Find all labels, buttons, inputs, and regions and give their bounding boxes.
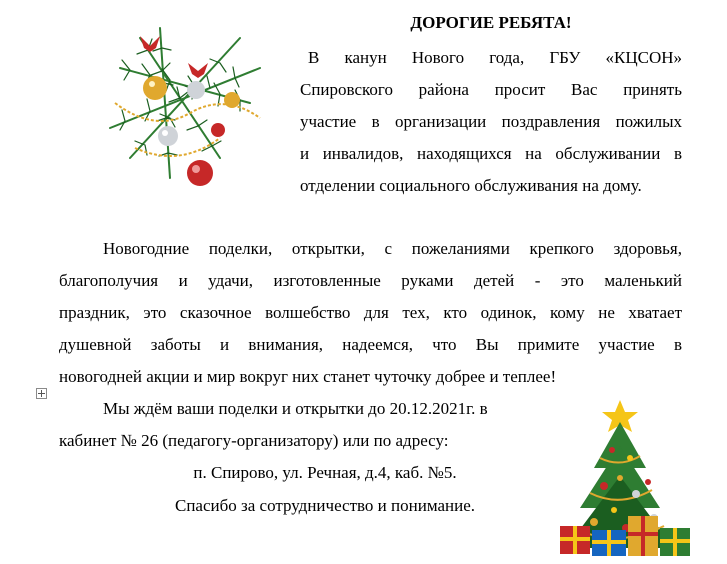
office-line: кабинет № 26 (педагогу-организатору) или по адресу: [59, 431, 449, 450]
body-line: праздник, это сказочное волшебство для тех, кто одинок, кому не хватает [59, 303, 682, 322]
intro-line: участие в организации поздравления пожилых [300, 112, 682, 131]
christmas-tree-with-gifts-icon [556, 398, 694, 560]
body-line: душевной заботы и внимания, надеемся, что Вы примите участие в [59, 335, 682, 354]
address-line: п. Спирово, ул. Речная, д.4, каб. №5. [193, 463, 457, 482]
body-line: новогодней акции и мир вокруг них станет чуточку добрее и теплее! [59, 367, 557, 386]
letter-heading: ДОРОГИЕ РЕБЯТА! [410, 13, 572, 32]
main-paragraph [59, 233, 682, 393]
intro-line: и инвалидов, находящихся на обслуживании в [300, 144, 682, 163]
intro-paragraph [300, 42, 682, 202]
thanks-line: Спасибо за сотрудничество и понимание. [174, 496, 475, 515]
body-line: Новогодние поделки, открытки, с пожеланиями крепкого здоровья, [103, 239, 682, 258]
table-move-handle-icon[interactable] [36, 388, 47, 399]
intro-line: отделении социального обслуживания на дому. [300, 176, 642, 195]
deadline-line: Мы ждём ваши поделки и открытки до 20.12.2021г. в [103, 399, 488, 418]
intro-line: В канун Нового года, ГБУ «КЦСОН» [308, 48, 682, 67]
body-line: благополучия и удачи, изготовленные руками детей - это маленький [59, 271, 682, 290]
intro-line: Спировского района просит Вас принять [300, 80, 682, 99]
christmas-branch-ornaments-icon [100, 8, 275, 193]
